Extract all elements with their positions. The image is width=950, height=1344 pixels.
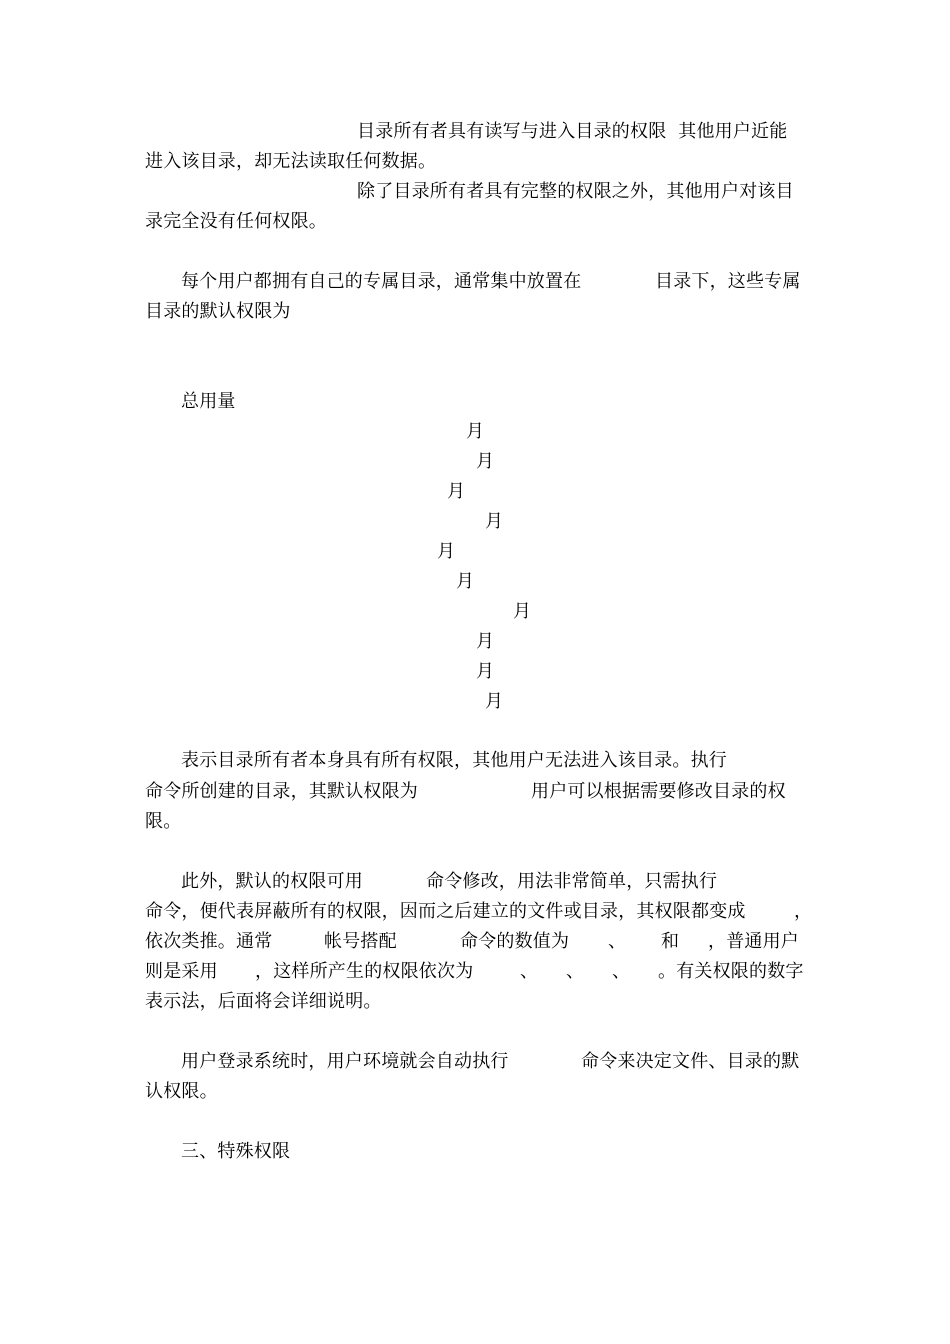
p5-line4b: ，这样所产生的权限依次为 [255,961,474,982]
p5-line1a: 此外，默认的权限可用 [181,871,363,892]
p6-line1a: 用户登录系统时，用户环境就会自动执行 [181,1051,509,1072]
p5-line4f: 。有关权限的数字 [658,961,804,982]
section-heading: 三、特殊权限 [181,1141,291,1162]
p5-line4d: 、 [566,961,585,982]
month-label: 月 [456,571,474,592]
p3-line1a: 每个用户都拥有自己的专属目录，通常集中放置在 [181,271,582,292]
p5-line3f: ，普通用户 [708,931,799,952]
p5-line2b: ， [794,901,813,922]
p5-line3d: 、 [608,931,627,952]
p5-line3c: 命令的数值为 [460,931,570,952]
p5-line5: 表示法，后面将会详细说明。 [145,991,382,1012]
p5-line2a: 命令，便代表屏蔽所有的权限，因而之后建立的文件或目录，其权限都变成 [145,901,746,922]
p4-line2b: 用户可以根据需要修改目录的权 [531,781,786,802]
p1-line2: 进入该目录，却无法读取任何数据。 [145,151,437,172]
p2-line1: 除了目录所有者具有完整的权限之外，其他用户对该目 [357,181,794,202]
p5-line4e: 、 [612,961,631,982]
p3-line2: 目录的默认权限为 [145,301,291,322]
p4-line1: 表示目录所有者本身具有所有权限，其他用户无法进入该目录。执行 [181,750,727,771]
total-label: 总用量 [181,391,236,412]
month-label: 月 [513,601,531,622]
p5-line3e: 和 [661,931,680,952]
p5-line4a: 则是采用 [145,961,218,982]
month-label: 月 [476,631,494,652]
p6-line1b: 命令来决定文件、目录的默 [581,1051,800,1072]
month-label: 月 [447,481,465,502]
month-label: 月 [485,511,503,532]
p2-line2: 录完全没有任何权限。 [145,211,327,232]
month-label: 月 [476,451,494,472]
p6-line2: 认权限。 [145,1081,218,1102]
p5-line3a: 依次类推。通常 [145,931,273,952]
p4-line2a: 命令所创建的目录，其默认权限为 [145,781,418,802]
p1-line1: 目录所有者具有读写与进入目录的权限 其他用户近能 [357,121,788,142]
month-label: 月 [476,661,494,682]
month-label: 月 [485,691,503,712]
p5-line1b: 命令修改，用法非常简单，只需执行 [426,871,718,892]
p4-line3: 限。 [145,811,182,832]
p3-line1b: 目录下，这些专属 [655,271,801,292]
p5-line3b: 帐号搭配 [324,931,397,952]
month-label: 月 [466,421,484,442]
month-label: 月 [437,541,455,562]
p5-line4c: 、 [520,961,539,982]
